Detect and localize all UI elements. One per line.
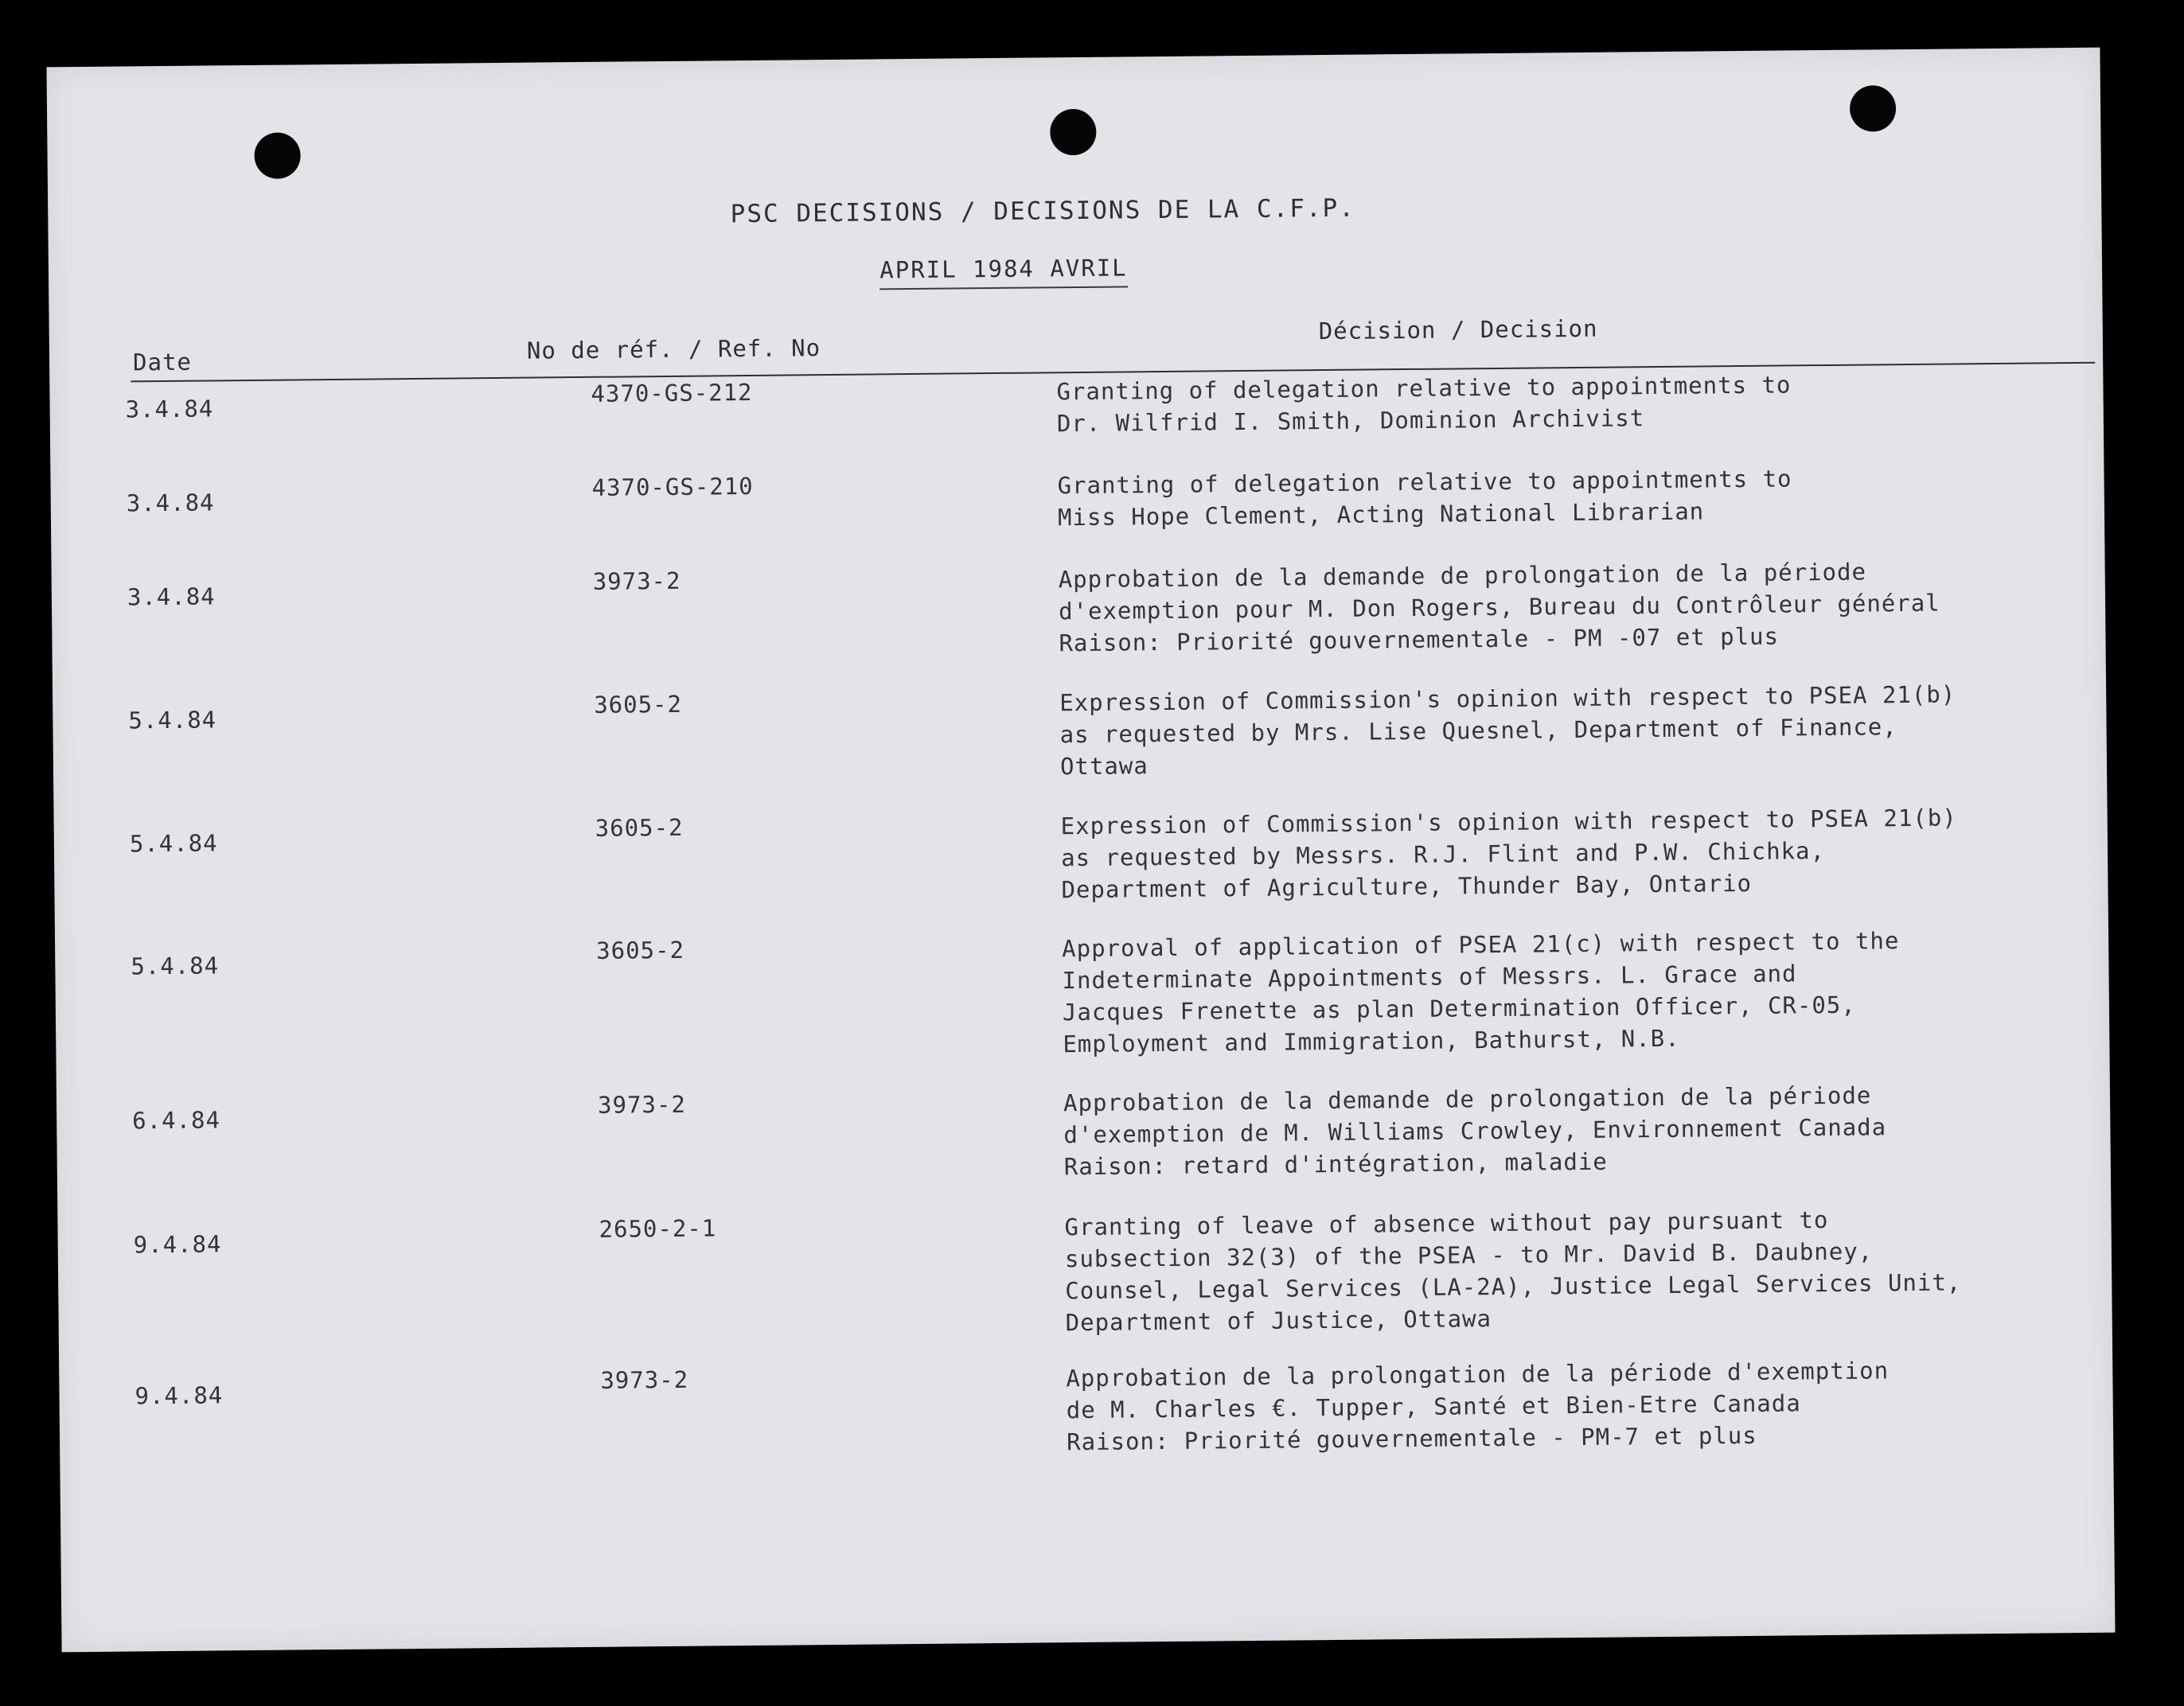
decision-line: Granting of delegation relative to appointments to xyxy=(1056,371,1792,406)
decision-line: Dr. Wilfrid I. Smith, Dominion Archivist xyxy=(1056,404,1645,438)
decision-line: Approbation de la demande de prolongation de la période xyxy=(1063,1081,1872,1117)
row-decision xyxy=(1063,1077,2099,1182)
decision-line: d'exemption de M. Williams Crowley, Environnement Canada xyxy=(1063,1113,1887,1149)
table-row xyxy=(52,554,2105,657)
table-row xyxy=(55,923,2108,1058)
row-ref-number: 3973-2 xyxy=(600,1365,689,1394)
row-ref-number: 4370-GS-210 xyxy=(591,472,754,501)
decision-line: Miss Hope Clement, Acting National Librarian xyxy=(1057,497,1705,532)
decision-line: Expression of Commission's opinion with respect to PSEA 21(b) xyxy=(1059,680,1956,717)
decision-line: Ottawa xyxy=(1059,752,1149,781)
decision-line: Raison: Priorité gouvernementale - PM -07 et plus xyxy=(1059,622,1780,657)
row-ref-number: 3973-2 xyxy=(597,1090,686,1119)
decision-line: as requested by Mrs. Lise Quesnel, Department of Finance, xyxy=(1059,713,1897,749)
table-row xyxy=(54,800,2108,904)
punch-hole-left xyxy=(254,132,301,179)
row-date: 3.4.84 xyxy=(127,582,216,611)
row-ref-number: 3605-2 xyxy=(594,690,683,719)
decision-line: Expression of Commission's opinion with respect to PSEA 21(b) xyxy=(1060,804,1957,840)
decision-line: Indeterminate Appointments of Messrs. L. Grace and xyxy=(1062,960,1797,995)
table-row xyxy=(57,1202,2111,1337)
decision-line: Approbation de la demande de prolongation de la période xyxy=(1058,558,1867,594)
decision-line: Department of Agriculture, Thunder Bay, Ontario xyxy=(1061,869,1753,904)
row-decision xyxy=(1064,1202,2100,1338)
column-header-decision: Décision / Decision xyxy=(1318,314,1598,345)
row-date: 9.4.84 xyxy=(135,1381,224,1410)
decision-line: Approbation de la prolongation de la période d'exemption xyxy=(1066,1357,1890,1392)
decision-line: d'exemption pour M. Don Rogers, Bureau du Contrôleur général xyxy=(1058,589,1940,625)
row-date: 3.4.84 xyxy=(125,395,214,423)
decision-line: Raison: retard d'intégration, maladie xyxy=(1063,1147,1608,1181)
table-row xyxy=(57,1077,2110,1181)
decision-line: Granting of leave of absence without pay pursuant to xyxy=(1064,1206,1829,1241)
row-decision xyxy=(1066,1353,2101,1458)
document-period-text: APRIL 1984 AVRIL xyxy=(879,254,1128,290)
decision-line: Raison: Priorité gouvernementale - PM-7 et plus xyxy=(1066,1421,1757,1456)
row-decision xyxy=(1059,554,2094,659)
table-row xyxy=(50,460,2104,532)
column-header-ref: No de réf. / Ref. No xyxy=(526,334,821,364)
document-period xyxy=(0,246,2030,293)
row-date: 3.4.84 xyxy=(126,489,215,517)
decision-line: de M. Charles €. Tupper, Santé et Bien-Etre Canada xyxy=(1066,1389,1801,1424)
decision-line: Department of Justice, Ottawa xyxy=(1065,1305,1492,1337)
row-decision xyxy=(1056,366,2092,439)
document-title: PSC DECISIONS / DECISIONS DE LA C.F.P. xyxy=(730,193,1356,229)
row-ref-number: 2650-2-1 xyxy=(599,1214,717,1243)
table-row xyxy=(59,1353,2112,1456)
decision-line: Approval of application of PSEA 21(c) with respect to the xyxy=(1062,927,1900,963)
punch-hole-right xyxy=(1850,85,1897,132)
row-date: 9.4.84 xyxy=(133,1230,222,1259)
table-row xyxy=(49,366,2103,438)
decision-line: Employment and Immigration, Bathurst, N.B. xyxy=(1063,1024,1680,1058)
table-row xyxy=(53,677,2106,781)
row-decision xyxy=(1062,923,2097,1060)
decision-line: subsection 32(3) of the PSEA - to Mr. David B. Daubney, xyxy=(1064,1237,1874,1273)
row-date: 5.4.84 xyxy=(128,706,217,734)
punch-hole-center xyxy=(1050,109,1097,156)
row-ref-number: 3605-2 xyxy=(596,936,685,964)
row-ref-number: 3605-2 xyxy=(595,813,684,842)
row-date: 5.4.84 xyxy=(131,952,220,980)
decision-line: Jacques Frenette as plan Determination Officer, CR-05, xyxy=(1062,991,1856,1026)
row-decision xyxy=(1061,800,2096,906)
row-ref-number: 3973-2 xyxy=(592,567,681,595)
decision-line: as requested by Messrs. R.J. Flint and P.W. Chichka, xyxy=(1060,837,1826,872)
row-ref-number: 4370-GS-212 xyxy=(591,378,753,407)
decision-line: Counsel, Legal Services (LA-2A), Justice Legal Services Unit, xyxy=(1065,1268,1962,1305)
row-decision xyxy=(1057,460,2092,533)
row-date: 5.4.84 xyxy=(129,829,218,858)
row-decision xyxy=(1059,677,2095,782)
paper-sheet xyxy=(46,48,2115,1653)
column-header-date: Date xyxy=(132,348,193,376)
decision-line: Granting of delegation relative to appointments to xyxy=(1057,465,1792,500)
row-date: 6.4.84 xyxy=(132,1106,221,1135)
